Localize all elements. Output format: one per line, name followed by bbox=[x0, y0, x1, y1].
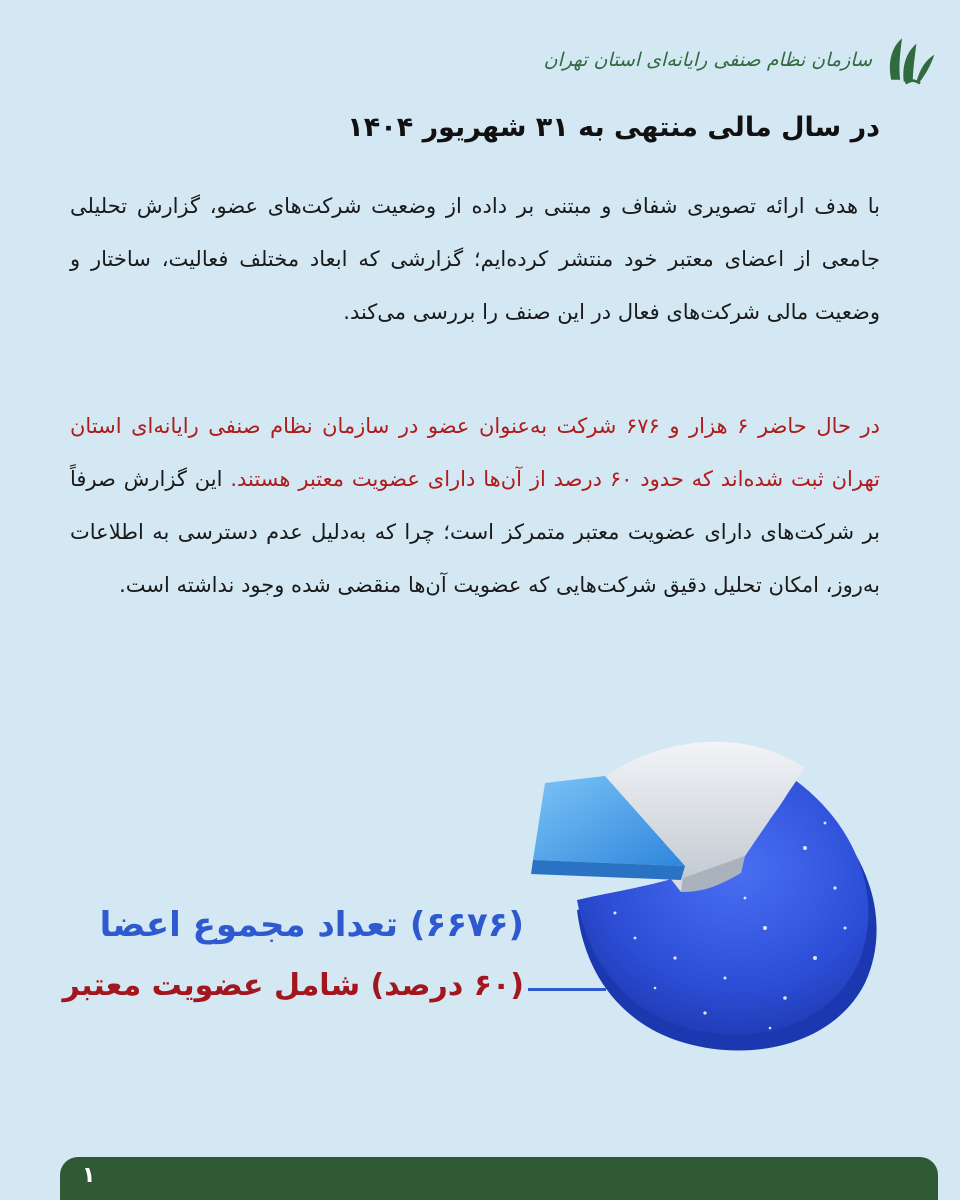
footer-bar bbox=[60, 1157, 938, 1200]
org-name: سازمان نظام صنفی رایانه‌ای استان تهران bbox=[543, 49, 872, 71]
page-number: ۱ bbox=[82, 1163, 96, 1188]
membership-highlight: در حال حاضر ۶ هزار و ۶۷۶ شرکت به‌عنوان عضو در سازمان نظام صنفی رایانه‌ای استان تهران ثبت شده‌اند که حدود ۶۰ درصد از آن‌ها دارای عضویت معتبر هستند. bbox=[70, 414, 880, 491]
leaf-emblem-icon bbox=[884, 33, 938, 87]
report-heading: در سال مالی منتهی به ۳۱ شهریور ۱۴۰۴ bbox=[347, 112, 880, 143]
intro-paragraph: با هدف ارائه تصویری شفاف و مبتنی بر داده از وضعیت شرکت‌های عضو، گزارش تحلیلی جامعی از اعضای معتبر خود منتشر کرده‌ایم؛ گزارشی که ابعاد مختلف فعالیت، ساختار و وضعیت مالی شرکت‌های فعال در این صنف را بررسی می‌کند. bbox=[70, 194, 880, 324]
membership-paragraph bbox=[70, 400, 880, 612]
membership-note: این گزارش صرفاً بر شرکت‌های دارای عضویت معتبر متمرکز است؛ چرا که به‌دلیل عدم دسترسی به اطلاعات به‌روز، امکان تحلیل دقیق شرکت‌هایی که عضویت آن‌ها منقضی شده وجود نداشته است. bbox=[70, 467, 880, 597]
3d-pie-chart-icon bbox=[505, 728, 900, 1058]
valid-membership-label: (۶۰ درصد) شامل عضویت معتبر bbox=[62, 968, 524, 1003]
org-logo bbox=[544, 28, 938, 92]
label-leader-line bbox=[528, 988, 606, 991]
total-members-label: (۶۶۷۶) تعداد مجموع اعضا bbox=[99, 905, 524, 945]
